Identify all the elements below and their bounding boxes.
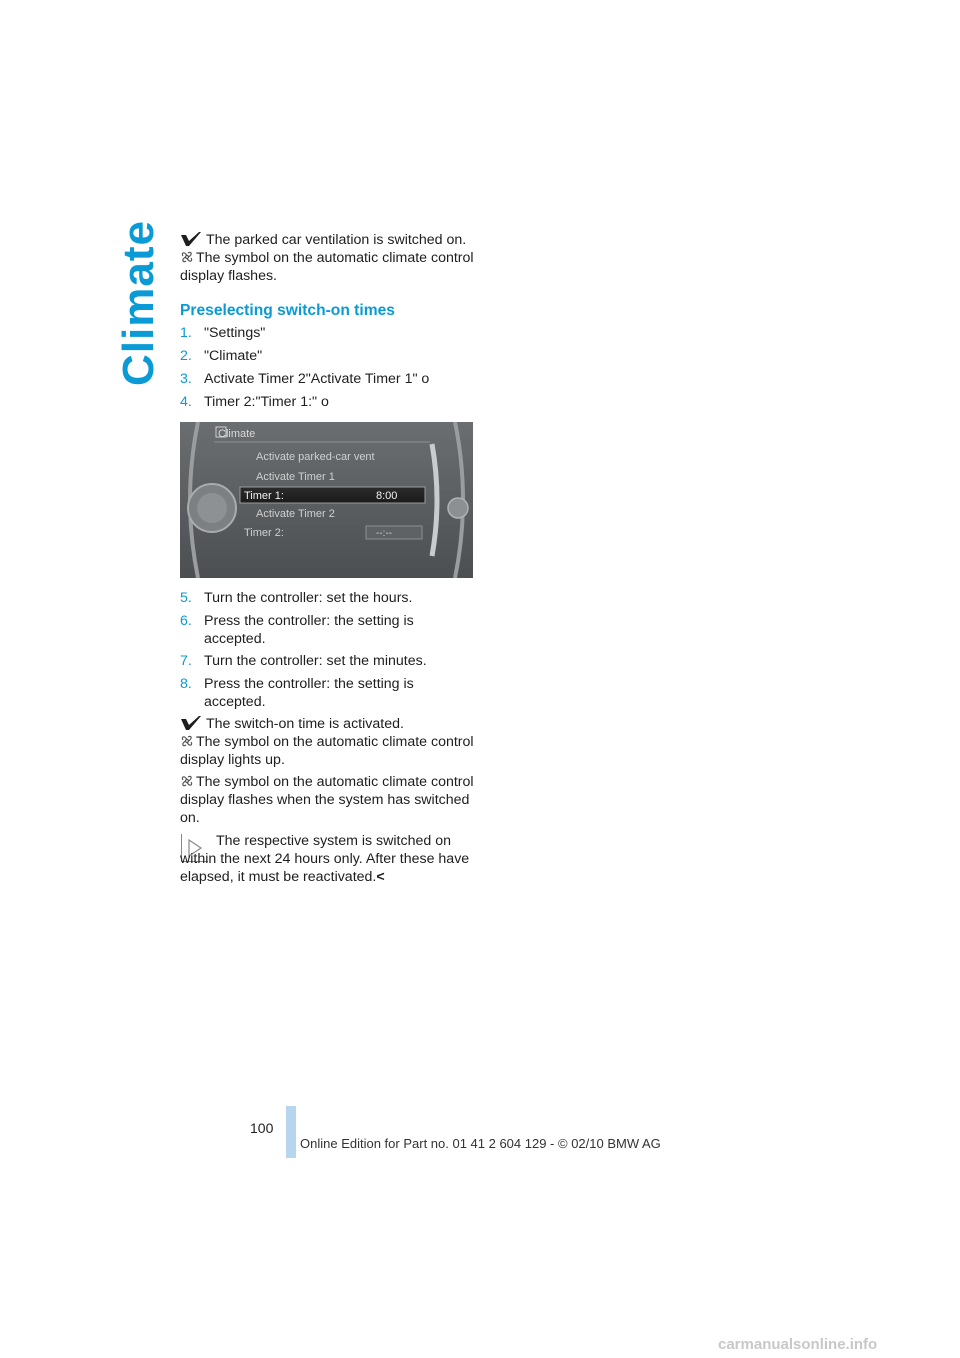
step-number: 5. bbox=[180, 590, 192, 606]
fan-icon bbox=[180, 250, 194, 264]
after-line-3 bbox=[180, 773, 476, 827]
intro-line-1 bbox=[180, 231, 476, 249]
step-1 bbox=[180, 324, 476, 342]
step-number: 1. bbox=[180, 325, 192, 341]
note-paragraph bbox=[180, 832, 476, 886]
step-5 bbox=[180, 589, 476, 607]
screen-title: Climate bbox=[218, 428, 256, 440]
screen-item-timer-2: Timer 2: bbox=[244, 527, 284, 539]
step-2 bbox=[180, 347, 476, 365]
after-line-1-text: The switch-on time is activated. bbox=[206, 716, 404, 732]
screen-item-timer-1: Timer 1: bbox=[244, 490, 284, 502]
step-7 bbox=[180, 652, 476, 670]
after-line-2-text: The symbol on the automatic climate control display lights up. bbox=[180, 734, 474, 768]
after-line-1 bbox=[180, 715, 476, 733]
footer-text: Online Edition for Part no. 01 41 2 604 129 - © 02/10 BMW AG bbox=[300, 1136, 661, 1151]
footer-bar bbox=[286, 1106, 296, 1158]
note-text: The respective system is switched on within the next 24 hours only. After these have elapsed, it must be reactivated. bbox=[180, 833, 470, 885]
after-line-3-text: The symbol on the automatic climate control display flashes when the system has switched on. bbox=[180, 774, 474, 826]
step-text: Press the controller: the setting is accepted. bbox=[204, 613, 414, 647]
page-number: 100 bbox=[250, 1120, 274, 1136]
section-side-title bbox=[104, 220, 174, 386]
step-6 bbox=[180, 612, 476, 648]
watermark: carmanualsonline.info bbox=[718, 1336, 878, 1353]
fan-icon bbox=[180, 734, 194, 748]
step-text: Turn the controller: set the hours. bbox=[204, 590, 413, 606]
note-end-mark: < bbox=[376, 869, 385, 885]
screen-timer-2-value: --:-- bbox=[376, 528, 393, 539]
step-8 bbox=[180, 675, 476, 711]
step-number: 8. bbox=[180, 676, 192, 692]
screen-timer-1-value: 8:00 bbox=[376, 490, 398, 502]
checkmark-icon bbox=[180, 716, 202, 730]
step-text: "Settings" bbox=[204, 325, 266, 341]
step-text: Press the controller: the setting is accepted. bbox=[204, 676, 414, 710]
step-text: Timer 2:"Timer 1:" o bbox=[204, 394, 329, 410]
checkmark-icon bbox=[180, 232, 202, 246]
intro-line-2 bbox=[180, 249, 476, 285]
step-number: 4. bbox=[180, 394, 192, 410]
step-text: "Climate" bbox=[204, 348, 263, 364]
intro-line-1-text: The parked car ventilation is switched on. bbox=[206, 232, 467, 248]
screen-item-parked-vent: Activate parked-car vent bbox=[256, 451, 375, 463]
screen-item-activate-timer-2: Activate Timer 2 bbox=[256, 508, 335, 520]
section-title-text: Climate bbox=[114, 220, 164, 386]
screen-item-activate-timer-1: Activate Timer 1 bbox=[256, 471, 335, 483]
step-text: Turn the controller: set the minutes. bbox=[204, 653, 427, 669]
step-number: 6. bbox=[180, 613, 192, 629]
fan-icon bbox=[180, 774, 194, 788]
step-4 bbox=[180, 393, 476, 411]
intro-line-2-text: The symbol on the automatic climate control display flashes. bbox=[180, 250, 474, 284]
step-3 bbox=[180, 370, 476, 388]
section-heading: Preselecting switch-on times bbox=[180, 302, 395, 319]
step-text: Activate Timer 2"Activate Timer 1" o bbox=[204, 371, 430, 387]
idrive-screen-image bbox=[180, 422, 473, 578]
after-line-2 bbox=[180, 733, 476, 769]
step-number: 3. bbox=[180, 371, 192, 387]
step-number: 2. bbox=[180, 348, 192, 364]
step-number: 7. bbox=[180, 653, 192, 669]
